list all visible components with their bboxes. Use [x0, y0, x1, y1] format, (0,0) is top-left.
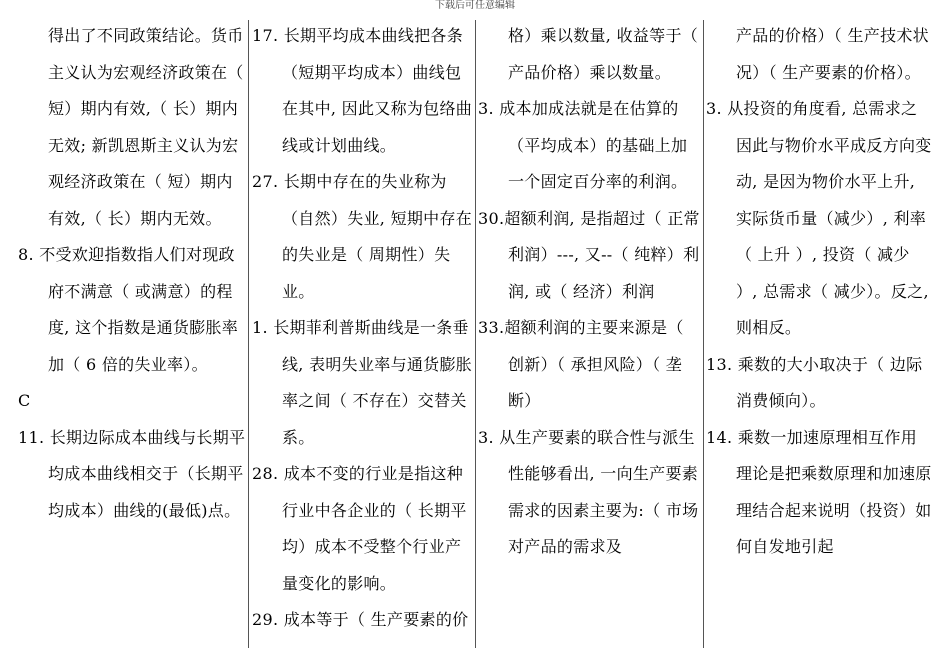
- column-divider: [248, 20, 249, 648]
- text-column-2: [252, 18, 474, 668]
- list-item-29: 29. 成本等于（ 生产要素的价: [252, 610, 469, 629]
- list-item-27: 27. 长期中存在的失业称为（自然）失业, 短期中存在的失业是（ 周期性）失业。: [252, 172, 473, 301]
- text-column-1: [18, 18, 246, 668]
- column-divider: [703, 20, 704, 648]
- list-item-11: 11. 长期边际成本曲线与长期平均成本曲线相交于（长期平均成本）曲线的(最低)点。: [18, 427, 246, 520]
- list-item-3: 3. 成本加成法就是在估算的（平均成本）的基础上加一个固定百分率的利润。: [478, 99, 688, 191]
- list-item-1: 1. 长期菲利普斯曲线是一条垂线, 表明失业率与通货膨胀率之间（ 不存在）交替关系。: [252, 318, 473, 447]
- page-header: 下载后可任意编辑: [435, 0, 515, 11]
- list-item-13: 13. 乘数的大小取决于（ 边际消费倾向）。: [706, 354, 923, 410]
- text-column-3: [478, 18, 702, 668]
- paragraph-continuation: 格）乘以数量, 收益等于（ 产品价格）乘以数量。: [508, 26, 699, 82]
- list-item-3c: 3. 从投资的角度看, 总需求之因此与物价水平成反方向变动, 是因为物价水平上升, 实际货币量（减少）, 利率（ 上升 ）, 投资（ 减少 ）, 总需求（ 减少）。反之, 则相反。: [706, 99, 932, 337]
- paragraph-continuation: 得出了不同政策结论。货币主义认为宏观经济政策在（ 短）期内有效,（ 长）期内无效; 新凯恩斯主义认为宏观经济政策在（ 短）期内有效,（ 长）期内无效。: [48, 26, 244, 228]
- list-item-14: 14. 乘数一加速原理相互作用理论是把乘数原理和加速原理结合起来说明（投资）如何自发地引起: [706, 427, 932, 556]
- list-item-33: 33.超额利润的主要来源是（ 创新）（ 承担风险）（ 垄断）: [478, 318, 684, 410]
- list-item-3b: 3. 从生产要素的联合性与派生性能够看出, 一向生产要素需求的因素主要为:（ 市场对产品的需求及: [478, 427, 699, 556]
- text-column-4: [706, 18, 932, 668]
- list-item-8: 8. 不受欢迎指数指人们对现政府不满意（ 或满意）的程度, 这个指数是通货膨胀率加（ 6 倍的失业率）。: [18, 245, 239, 374]
- section-letter: C: [18, 391, 31, 410]
- paragraph-continuation: 产品的价格）（ 生产技术状况）（ 生产要素的价格）。: [736, 26, 929, 82]
- list-item-30: 30.超额利润, 是指超过（ 正常利润）---, 又--（ 纯粹）利润, 或（ 经济）利润: [478, 208, 700, 301]
- list-item-28: 28. 成本不变的行业是指这种行业中各企业的（ 长期平均）成本不受整个行业产量变化的影响。: [252, 464, 467, 593]
- list-item-17: 17. 长期平均成本曲线把各条（短期平均成本）曲线包在其中, 因此又称为包络曲线或计划曲线。: [252, 26, 473, 155]
- column-divider: [475, 20, 476, 648]
